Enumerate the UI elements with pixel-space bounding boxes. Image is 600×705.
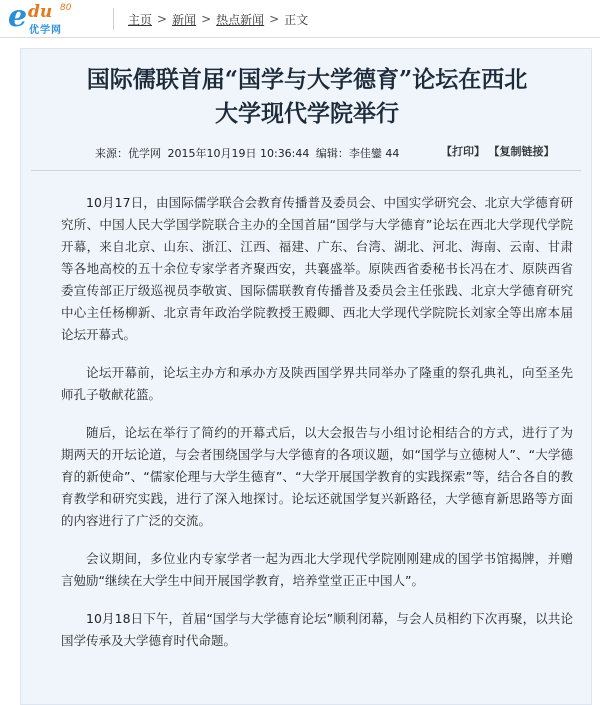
breadcrumb-home-link[interactable]: 主页: [128, 12, 153, 27]
article-paragraph: 论坛开幕前，论坛主办方和承办方及陕西国学界共同举办了隆重的祭孔典礼，向至圣先师孔子敬献花篮。: [61, 365, 573, 402]
article-source: 来源：优学网: [95, 147, 161, 160]
top-bar: [0, 0, 600, 36]
article-title: [21, 63, 593, 131]
breadcrumb-arrow-icon: >: [157, 12, 168, 26]
copy-link[interactable]: 【复制链接】: [488, 145, 555, 158]
print-link[interactable]: 【打印】: [441, 145, 485, 158]
logo-num: 80: [60, 3, 72, 13]
site-logo[interactable]: [8, 2, 92, 34]
article-body: [61, 192, 573, 668]
article-paragraph: 随后，论坛在举行了简约的开幕式后，以大会报告与小组讨论相结合的方式，进行了为期两天的开坛论道，与会者围绕国学与大学德育的各项议题，如“国学与立德树人”、“大学德育的新使命”、“儒家伦理与大学生德育”、“大学开展国学教育的实践探索”等，结合各自的教育教学和研究实践，进行了深入地探讨。论坛还就国学复兴新路径，大学德育新思路等方面的内容进行了广泛的交流。: [61, 425, 573, 528]
breadcrumb-arrow-icon: >: [201, 12, 212, 26]
article-editor: 编辑：李佳鑾 44: [315, 147, 400, 160]
article-title-line1: 国际儒联首届“国学与大学德育”论坛在西北: [86, 66, 528, 93]
breadcrumb-arrow-icon: >: [269, 12, 280, 26]
logo-e: e: [8, 0, 28, 34]
article-container: [20, 48, 592, 705]
article-meta: [95, 145, 402, 161]
breadcrumb: [113, 9, 308, 29]
breadcrumb-hot-news-link[interactable]: 热点新闻: [216, 12, 265, 27]
article-title-line2: 大学现代学院举行: [215, 100, 399, 127]
header-divider: [0, 37, 600, 38]
meta-divider: [31, 170, 581, 171]
article-datetime: 2015年10月19日 10:36:44: [167, 147, 310, 160]
article-paragraph: 会议期间，多位业内专家学者一起为西北大学现代学院刚刚建成的国学书馆揭牌，并赠言勉励“继续在大学生中间开展国学教育，培养堂堂正正中国人”。: [61, 551, 573, 588]
breadcrumb-current: 正文: [284, 12, 309, 27]
article-paragraph: 10月17日，由国际儒学联合会教育传播普及委员会、中国实学研究会、北京大学德育研究所、中国人民大学国学院联合主办的全国首届“国学与大学德育”论坛在西北大学现代学院开幕，来自北京、山东、浙江、江西、福建、广东、台湾、湖北、河北、海南、云南、甘肃等各地高校的五十余位专家学者齐聚西安，共襄盛举。原陕西省委秘书长冯在才、原陕西省委宣传部正厅级巡视员李敬寅、国际儒联教育传播普及委员会主任张践、北京大学德育研究中心主任杨柳新、北京青年政治学院教授王殿卿、西北大学现代学院院长刘家全等出席本届论坛开幕式。: [61, 195, 573, 342]
breadcrumb-divider: [113, 8, 114, 30]
logo-text: 优学网: [29, 25, 62, 36]
article-actions: [441, 143, 555, 159]
article-paragraph: 10月18日下午，首届“国学与大学德育论坛”顺利闭幕，与会人员相约下次再聚，以共论国学传承及大学德育时代命题。: [61, 611, 573, 648]
logo-du: du: [28, 2, 53, 22]
breadcrumb-news-link[interactable]: 新闻: [172, 12, 197, 27]
